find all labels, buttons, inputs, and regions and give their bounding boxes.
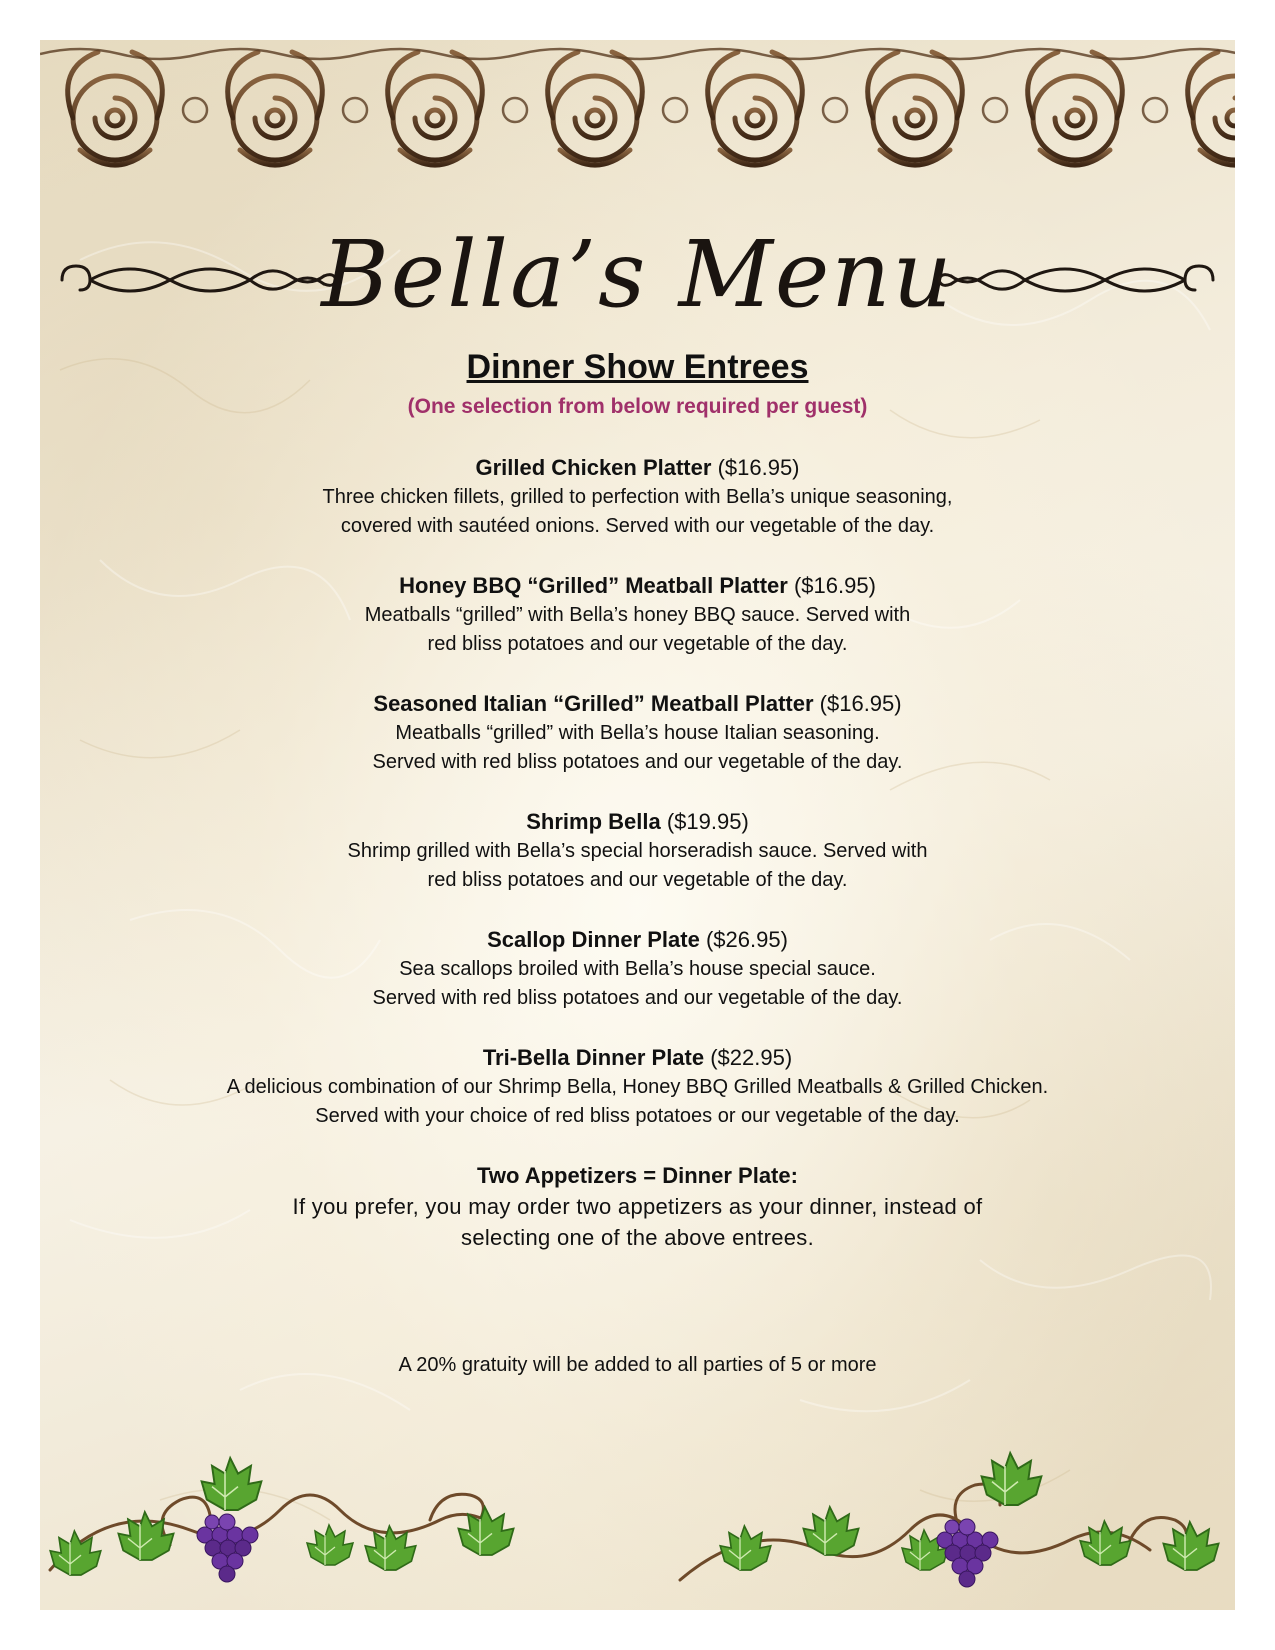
entree-description: Meatballs “grilled” with Bella’s house Italian seasoning. [395, 722, 880, 744]
entree-description: covered with sautéed onions. Served with our vegetable of the day. [340, 515, 935, 537]
section-heading: Dinner Show Entrees [466, 348, 809, 386]
swirl-flourish-icon [935, 255, 1225, 305]
entree-description: A delicious combination of our Shrimp Bella, Honey BBQ Grilled Meatballs & Grilled Chicken. [226, 1076, 1049, 1098]
entree-description: Sea scallops broiled with Bella’s house special sauce. [399, 958, 876, 980]
entree-item [40, 571, 1235, 659]
menu-page [40, 40, 1235, 1610]
entree-price: ($16.95) [717, 455, 800, 480]
entree-description: Served with your choice of red bliss potatoes or our vegetable of the day. [315, 1105, 960, 1127]
ornamental-scroll-border-icon [40, 40, 1235, 190]
entree-item [40, 807, 1235, 895]
entree-price: ($16.95) [819, 691, 902, 716]
entree-description: Meatballs “grilled” with Bella’s honey BBQ sauce. Served with [364, 604, 911, 626]
entree-description: Shrimp grilled with Bella’s special horseradish sauce. Served with [347, 840, 928, 862]
entree-description: Served with red bliss potatoes and our vegetable of the day. [372, 751, 903, 773]
selection-note: (One selection from below required per guest) [407, 395, 868, 418]
grape-vine-border-icon [40, 1450, 1235, 1610]
entree-name: Tri-Bella Dinner Plate [482, 1045, 705, 1070]
page-title: Bella’s Menu [321, 221, 954, 328]
appetizer-description: If you prefer, you may order two appetizers as your dinner, instead of [292, 1194, 983, 1219]
entree-description: Served with red bliss potatoes and our vegetable of the day. [372, 987, 903, 1009]
entree-name: Seasoned Italian “Grilled” Meatball Platter [373, 691, 814, 716]
entree-name: Shrimp Bella [526, 809, 661, 834]
entree-price: ($16.95) [793, 573, 876, 598]
appetizer-heading: Two Appetizers = Dinner Plate: [477, 1163, 798, 1188]
entree-item [40, 453, 1235, 541]
entree-item [40, 689, 1235, 777]
title-row [40, 215, 1235, 335]
entree-name: Honey BBQ “Grilled” Meatball Platter [399, 573, 788, 598]
gratuity-note: A 20% gratuity will be added to all parties of 5 or more [398, 1354, 877, 1376]
entree-description: Three chicken fillets, grilled to perfection with Bella’s unique seasoning, [322, 486, 953, 508]
entree-price: ($26.95) [705, 927, 788, 952]
entree-item [40, 1043, 1235, 1131]
entree-description: red bliss potatoes and our vegetable of the day. [427, 633, 848, 655]
entree-description: red bliss potatoes and our vegetable of the day. [427, 869, 848, 891]
entree-price: ($22.95) [710, 1045, 793, 1070]
entree-name: Grilled Chicken Platter [475, 455, 712, 480]
entree-list [40, 453, 1235, 1131]
menu-content [40, 345, 1235, 1379]
entree-item [40, 925, 1235, 1013]
entree-price: ($19.95) [666, 809, 749, 834]
appetizer-description: selecting one of the above entrees. [461, 1225, 814, 1250]
entree-name: Scallop Dinner Plate [487, 927, 700, 952]
appetizer-option [40, 1161, 1235, 1253]
